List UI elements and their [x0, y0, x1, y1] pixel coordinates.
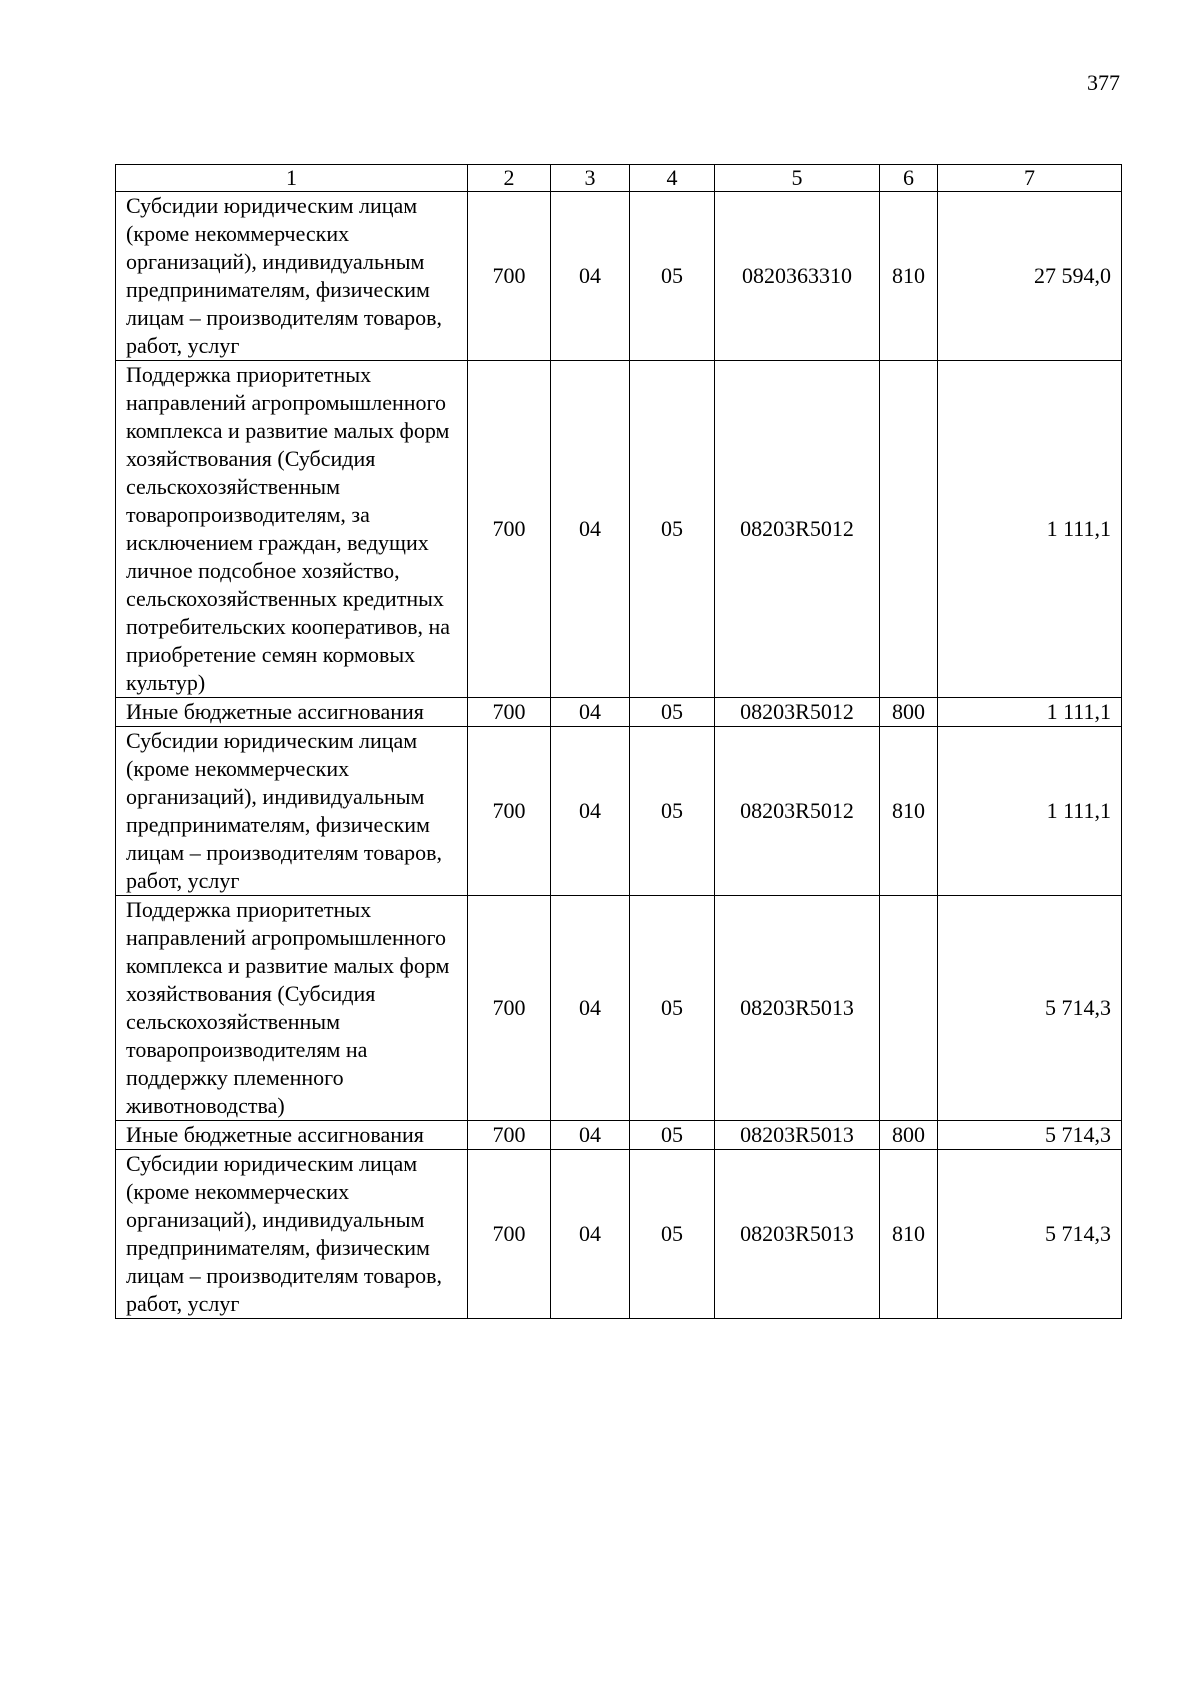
section-cell: 04 — [551, 698, 630, 727]
column-header: 2 — [468, 165, 551, 192]
column-header: 4 — [630, 165, 715, 192]
row-name-cell: Иные бюджетные ассигнования — [116, 1121, 468, 1150]
table-row — [116, 698, 1122, 727]
section-cell: 04 — [551, 1121, 630, 1150]
column-header: 3 — [551, 165, 630, 192]
target-article-cell: 08203R5012 — [715, 727, 880, 896]
amount-cell: 5 714,3 — [938, 1150, 1122, 1319]
target-article-cell: 08203R5013 — [715, 896, 880, 1121]
row-name-cell: Субсидии юридическим лицам (кроме некоммерческих организаций), индивидуальным предпринимателям, физическим лицам – производителям товаров, работ, услуг — [116, 1150, 468, 1319]
expense-type-cell: 800 — [880, 1121, 938, 1150]
amount-cell: 5 714,3 — [938, 896, 1122, 1121]
subsection-cell: 05 — [630, 192, 715, 361]
section-cell: 04 — [551, 1150, 630, 1319]
section-cell: 04 — [551, 896, 630, 1121]
code-cell: 700 — [468, 192, 551, 361]
code-cell: 700 — [468, 896, 551, 1121]
code-cell: 700 — [468, 727, 551, 896]
amount-cell: 1 111,1 — [938, 361, 1122, 698]
amount-cell: 1 111,1 — [938, 698, 1122, 727]
code-cell: 700 — [468, 361, 551, 698]
table-row — [116, 896, 1122, 1121]
amount-cell: 1 111,1 — [938, 727, 1122, 896]
column-header: 6 — [880, 165, 938, 192]
subsection-cell: 05 — [630, 1121, 715, 1150]
column-header: 7 — [938, 165, 1122, 192]
row-name-cell: Субсидии юридическим лицам (кроме некоммерческих организаций), индивидуальным предпринимателям, физическим лицам – производителям товаров, работ, услуг — [116, 192, 468, 361]
table-row — [116, 361, 1122, 698]
row-name-cell: Поддержка приоритетных направлений агропромышленного комплекса и развитие малых форм хозяйствования (Субсидия сельскохозяйственным товаропроизводителям, за исключением граждан, ведущих личное подсобное хозяйство, сельскохозяйственных кредитных потребительских кооперативов, на приобретение семян кормовых культур) — [116, 361, 468, 698]
expense-type-cell — [880, 361, 938, 698]
amount-cell: 5 714,3 — [938, 1121, 1122, 1150]
budget-table — [115, 164, 1122, 1319]
table-row — [116, 727, 1122, 896]
expense-type-cell: 800 — [880, 698, 938, 727]
target-article-cell: 08203R5012 — [715, 698, 880, 727]
expense-type-cell — [880, 896, 938, 1121]
code-cell: 700 — [468, 698, 551, 727]
amount-cell: 27 594,0 — [938, 192, 1122, 361]
expense-type-cell: 810 — [880, 192, 938, 361]
row-name-cell: Субсидии юридическим лицам (кроме некоммерческих организаций), индивидуальным предпринимателям, физическим лицам – производителям товаров, работ, услуг — [116, 727, 468, 896]
row-name-cell: Поддержка приоритетных направлений агропромышленного комплекса и развитие малых форм хозяйствования (Субсидия сельскохозяйственным товаропроизводителям на поддержку племенного животноводства) — [116, 896, 468, 1121]
section-cell: 04 — [551, 727, 630, 896]
table-row — [116, 1121, 1122, 1150]
page-number: 377 — [1087, 70, 1120, 95]
target-article-cell: 08203R5013 — [715, 1150, 880, 1319]
target-article-cell: 08203R5013 — [715, 1121, 880, 1150]
subsection-cell: 05 — [630, 361, 715, 698]
row-name-cell: Иные бюджетные ассигнования — [116, 698, 468, 727]
target-article-cell: 08203R5012 — [715, 361, 880, 698]
target-article-cell: 0820363310 — [715, 192, 880, 361]
expense-type-cell: 810 — [880, 1150, 938, 1319]
subsection-cell: 05 — [630, 1150, 715, 1319]
table-row — [116, 1150, 1122, 1319]
expense-type-cell: 810 — [880, 727, 938, 896]
table-header-row — [116, 165, 1122, 192]
code-cell: 700 — [468, 1150, 551, 1319]
code-cell: 700 — [468, 1121, 551, 1150]
table-row — [116, 192, 1122, 361]
section-cell: 04 — [551, 192, 630, 361]
subsection-cell: 05 — [630, 698, 715, 727]
column-header: 5 — [715, 165, 880, 192]
section-cell: 04 — [551, 361, 630, 698]
subsection-cell: 05 — [630, 896, 715, 1121]
column-header: 1 — [116, 165, 468, 192]
subsection-cell: 05 — [630, 727, 715, 896]
